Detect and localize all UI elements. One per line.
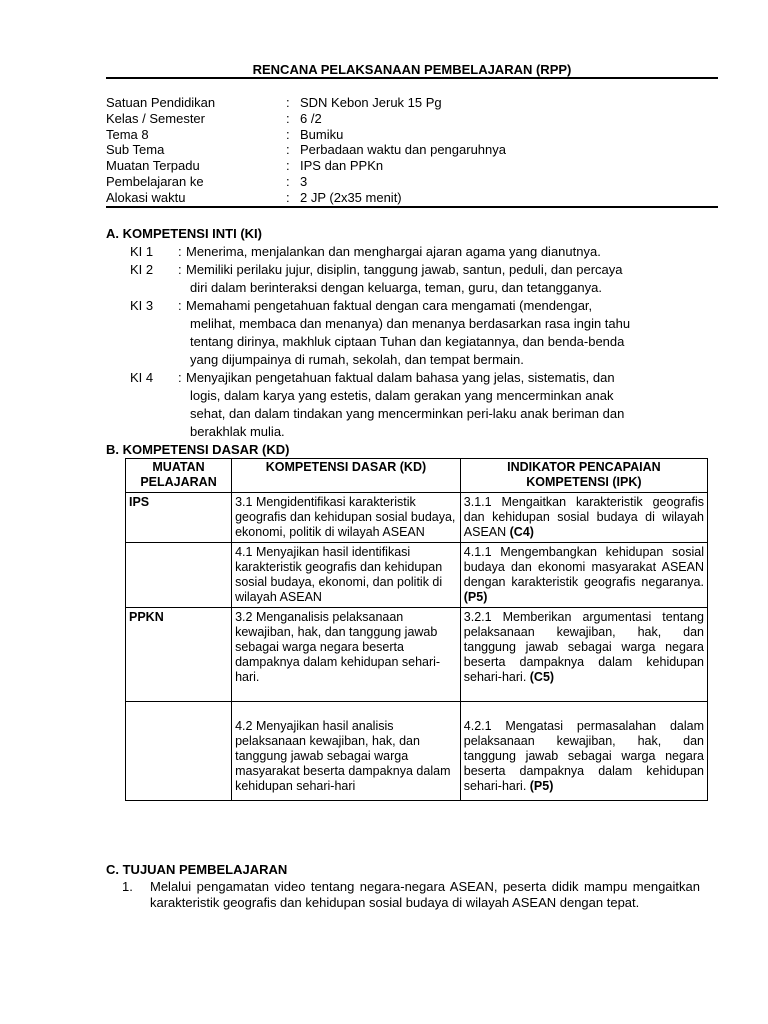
ipk-level: (P5)	[463, 590, 488, 604]
identity-colon: :	[286, 142, 290, 158]
kd-competency-text: ekonomi, politik di wilayah ASEAN	[235, 525, 425, 539]
ki-code: KI 4	[130, 370, 154, 385]
identity-divider	[106, 206, 718, 208]
ki-item	[130, 369, 690, 441]
ki-text-line: berakhlak mulia.	[190, 424, 285, 439]
kd-competency-cell	[232, 702, 461, 801]
header-ipk-line2: KOMPETENSI (IPK)	[526, 475, 642, 489]
kd-subject-cell	[126, 543, 232, 608]
kd-competency-cell	[232, 608, 461, 702]
identity-value: Perbadaan waktu dan pengaruhnya	[300, 142, 506, 158]
ipk-indicator-cell	[460, 493, 707, 543]
kd-subject-cell: IPS	[126, 493, 232, 543]
ki-text-line: Memiliki perilaku jujur, disiplin, tanggung jawab, santun, peduli, dan percaya	[186, 262, 623, 277]
ki-code: KI 2	[130, 262, 154, 277]
ki-code: KI 3	[130, 298, 154, 313]
ki-text-line: diri dalam berinteraksi dengan keluarga, teman, guru, dan tetangganya.	[190, 280, 602, 295]
ki-colon: :	[178, 298, 182, 313]
identity-colon: :	[286, 189, 290, 205]
ki-code: KI 1	[130, 244, 154, 259]
kd-competency-text: 4.1 Menyajikan hasil identifikasi karakteristik geografis dan kehidupan sosial budaya, ekonomi, dan politik di wilayah ASEAN	[235, 545, 443, 604]
ki-item	[130, 297, 690, 369]
kd-table-row	[126, 543, 708, 608]
ipk-indicator-text: 4.2.1 Mengatasi permasalahan dalam pelaksanaan kewajiban, hak, dan tanggung jawab sebagai warga negara beserta dampaknya dalam kehidupan sehari-hari.	[463, 719, 704, 793]
kd-table-row	[126, 493, 708, 543]
identity-row	[106, 190, 718, 206]
identity-colon: :	[286, 95, 290, 110]
header-ipk	[460, 459, 707, 493]
identity-colon: :	[286, 173, 290, 189]
kd-competency-text: 3.2 Menganalisis pelaksanaan kewajiban, hak, dan tanggung jawab sebagai warga negara beserta dampaknya dalam kehidupan sehari-hari.	[235, 610, 441, 684]
header-muatan-line2: PELAJARAN	[140, 475, 217, 489]
identity-key: Sub Tema	[106, 142, 165, 158]
ipk-indicator-text: 4.1.1 Mengembangkan kehidupan sosial budaya dan ekonomi masyarakat ASEAN dengan karakteristik geografis negaranya.	[463, 545, 704, 589]
ki-text-line: sehat, dan dalam tindakan yang mencerminkan peri-laku anak beriman dan	[190, 406, 625, 421]
kd-subject-cell: PPKN	[126, 608, 232, 702]
ipk-indicator-cell	[460, 543, 707, 608]
ki-text-line: tentang dirinya, makhluk ciptaan Tuhan dan kegiatannya, dan benda-benda	[190, 334, 625, 349]
ki-text	[186, 261, 690, 297]
identity-colon: :	[286, 126, 290, 142]
ki-text-line: logis, dalam karya yang estetis, dalam gerakan yang mencerminkan anak	[190, 388, 614, 403]
identity-value: 2 JP (2x35 menit)	[300, 189, 402, 205]
ki-text-line: melihat, membaca dan menanya) dan menanya berdasarkan rasa ingin tahu	[190, 316, 631, 331]
identity-value: 3	[300, 173, 308, 189]
tujuan-item	[122, 879, 700, 910]
ipk-level: (C4)	[509, 525, 534, 539]
identity-row	[106, 95, 718, 111]
kd-subject-cell	[126, 702, 232, 801]
identity-key: Satuan Pendidikan	[106, 95, 216, 110]
ki-text	[186, 369, 690, 441]
ki-text-line: yang dijumpainya di rumah, sekolah, dan tempat bermain.	[190, 352, 524, 367]
identity-key: Tema 8	[106, 126, 149, 142]
ki-text-line: Menyajikan pengetahuan faktual dalam bahasa yang jelas, sistematis, dan	[186, 370, 615, 385]
tujuan-list	[122, 879, 700, 910]
ipk-indicator-cell	[460, 608, 707, 702]
section-c-heading: C. TUJUAN PEMBELAJARAN	[106, 862, 288, 877]
ki-colon: :	[178, 262, 182, 277]
kd-table-row	[126, 608, 708, 702]
header-muatan-line1: MUATAN	[152, 460, 205, 474]
identity-row	[106, 174, 718, 190]
identity-row	[106, 142, 718, 158]
kd-competency-cell	[232, 493, 461, 543]
identity-block	[106, 95, 718, 206]
ki-item	[130, 261, 690, 297]
document-title: RENCANA PELAKSANAAN PEMBELAJARAN (RPP)	[252, 62, 572, 77]
tujuan-number: 1.	[122, 879, 133, 894]
tujuan-text: Melalui pengamatan video tentang negara-negara ASEAN, peserta didik mampu mengaitkan karakteristik geografis dan kehidupan sosial budaya di wilayah ASEAN dengan tepat.	[150, 879, 700, 910]
identity-value: 6 /2	[300, 110, 322, 126]
identity-key: Alokasi waktu	[106, 189, 186, 205]
kd-competency-text: 4.2 Menyajikan hasil analisis pelaksanaan kewajiban, hak, dan tanggung jawab sebagai warga masyarakat beserta dampaknya dalam kehidupan sehari-hari	[235, 719, 451, 793]
title-divider	[106, 77, 718, 79]
identity-colon: :	[286, 110, 290, 126]
identity-value: Bumiku	[300, 126, 344, 142]
header-kd: KOMPETENSI DASAR (KD)	[232, 459, 461, 493]
identity-key: Muatan Terpadu	[106, 158, 200, 174]
kd-competency-cell	[232, 543, 461, 608]
identity-row	[106, 127, 718, 143]
ipk-indicator-text: 3.2.1 Memberikan argumentasi tentang pelaksanaan kewajiban, hak, dan tanggung jawab sebagai warga negara beserta dampaknya dalam kehidupan sehari-hari.	[463, 610, 704, 684]
ipk-level: (C5)	[529, 670, 555, 684]
kd-table-row	[126, 702, 708, 801]
identity-row	[106, 158, 718, 174]
identity-key: Pembelajaran ke	[106, 173, 204, 189]
identity-row	[106, 111, 718, 127]
ki-text-line: Menerima, menjalankan dan menghargai ajaran agama yang dianutnya.	[186, 244, 601, 259]
ki-colon: :	[178, 370, 182, 385]
identity-colon: :	[286, 158, 290, 174]
ipk-indicator-cell	[460, 702, 707, 801]
ki-colon: :	[178, 244, 182, 259]
identity-value: IPS dan PPKn	[300, 158, 384, 174]
ki-text-line: Memahami pengetahuan faktual dengan cara mengamati (mendengar,	[186, 298, 593, 313]
kd-table	[125, 458, 708, 801]
section-a-heading: A. KOMPETENSI INTI (KI)	[106, 226, 262, 241]
header-ipk-line1: INDIKATOR PENCAPAIAN	[507, 460, 661, 474]
ki-list	[130, 243, 690, 441]
ki-text	[186, 297, 690, 369]
ki-text	[186, 243, 690, 261]
identity-key: Kelas / Semester	[106, 110, 205, 126]
header-muatan	[126, 459, 232, 493]
ipk-indicator-text: 3.1.1 Mengaitkan karakteristik geografis dan kehidupan sosial budaya di wilayah ASEAN	[463, 495, 704, 539]
section-b-heading: B. KOMPETENSI DASAR (KD)	[106, 442, 290, 457]
ipk-level: (P5)	[529, 779, 554, 793]
identity-value: SDN Kebon Jeruk 15 Pg	[300, 95, 442, 110]
ki-item	[130, 243, 690, 261]
kd-table-header	[126, 459, 708, 493]
kd-competency-text: 3.1 Mengidentifikasi karakteristik geografis dan kehidupan sosial budaya,	[235, 495, 456, 524]
